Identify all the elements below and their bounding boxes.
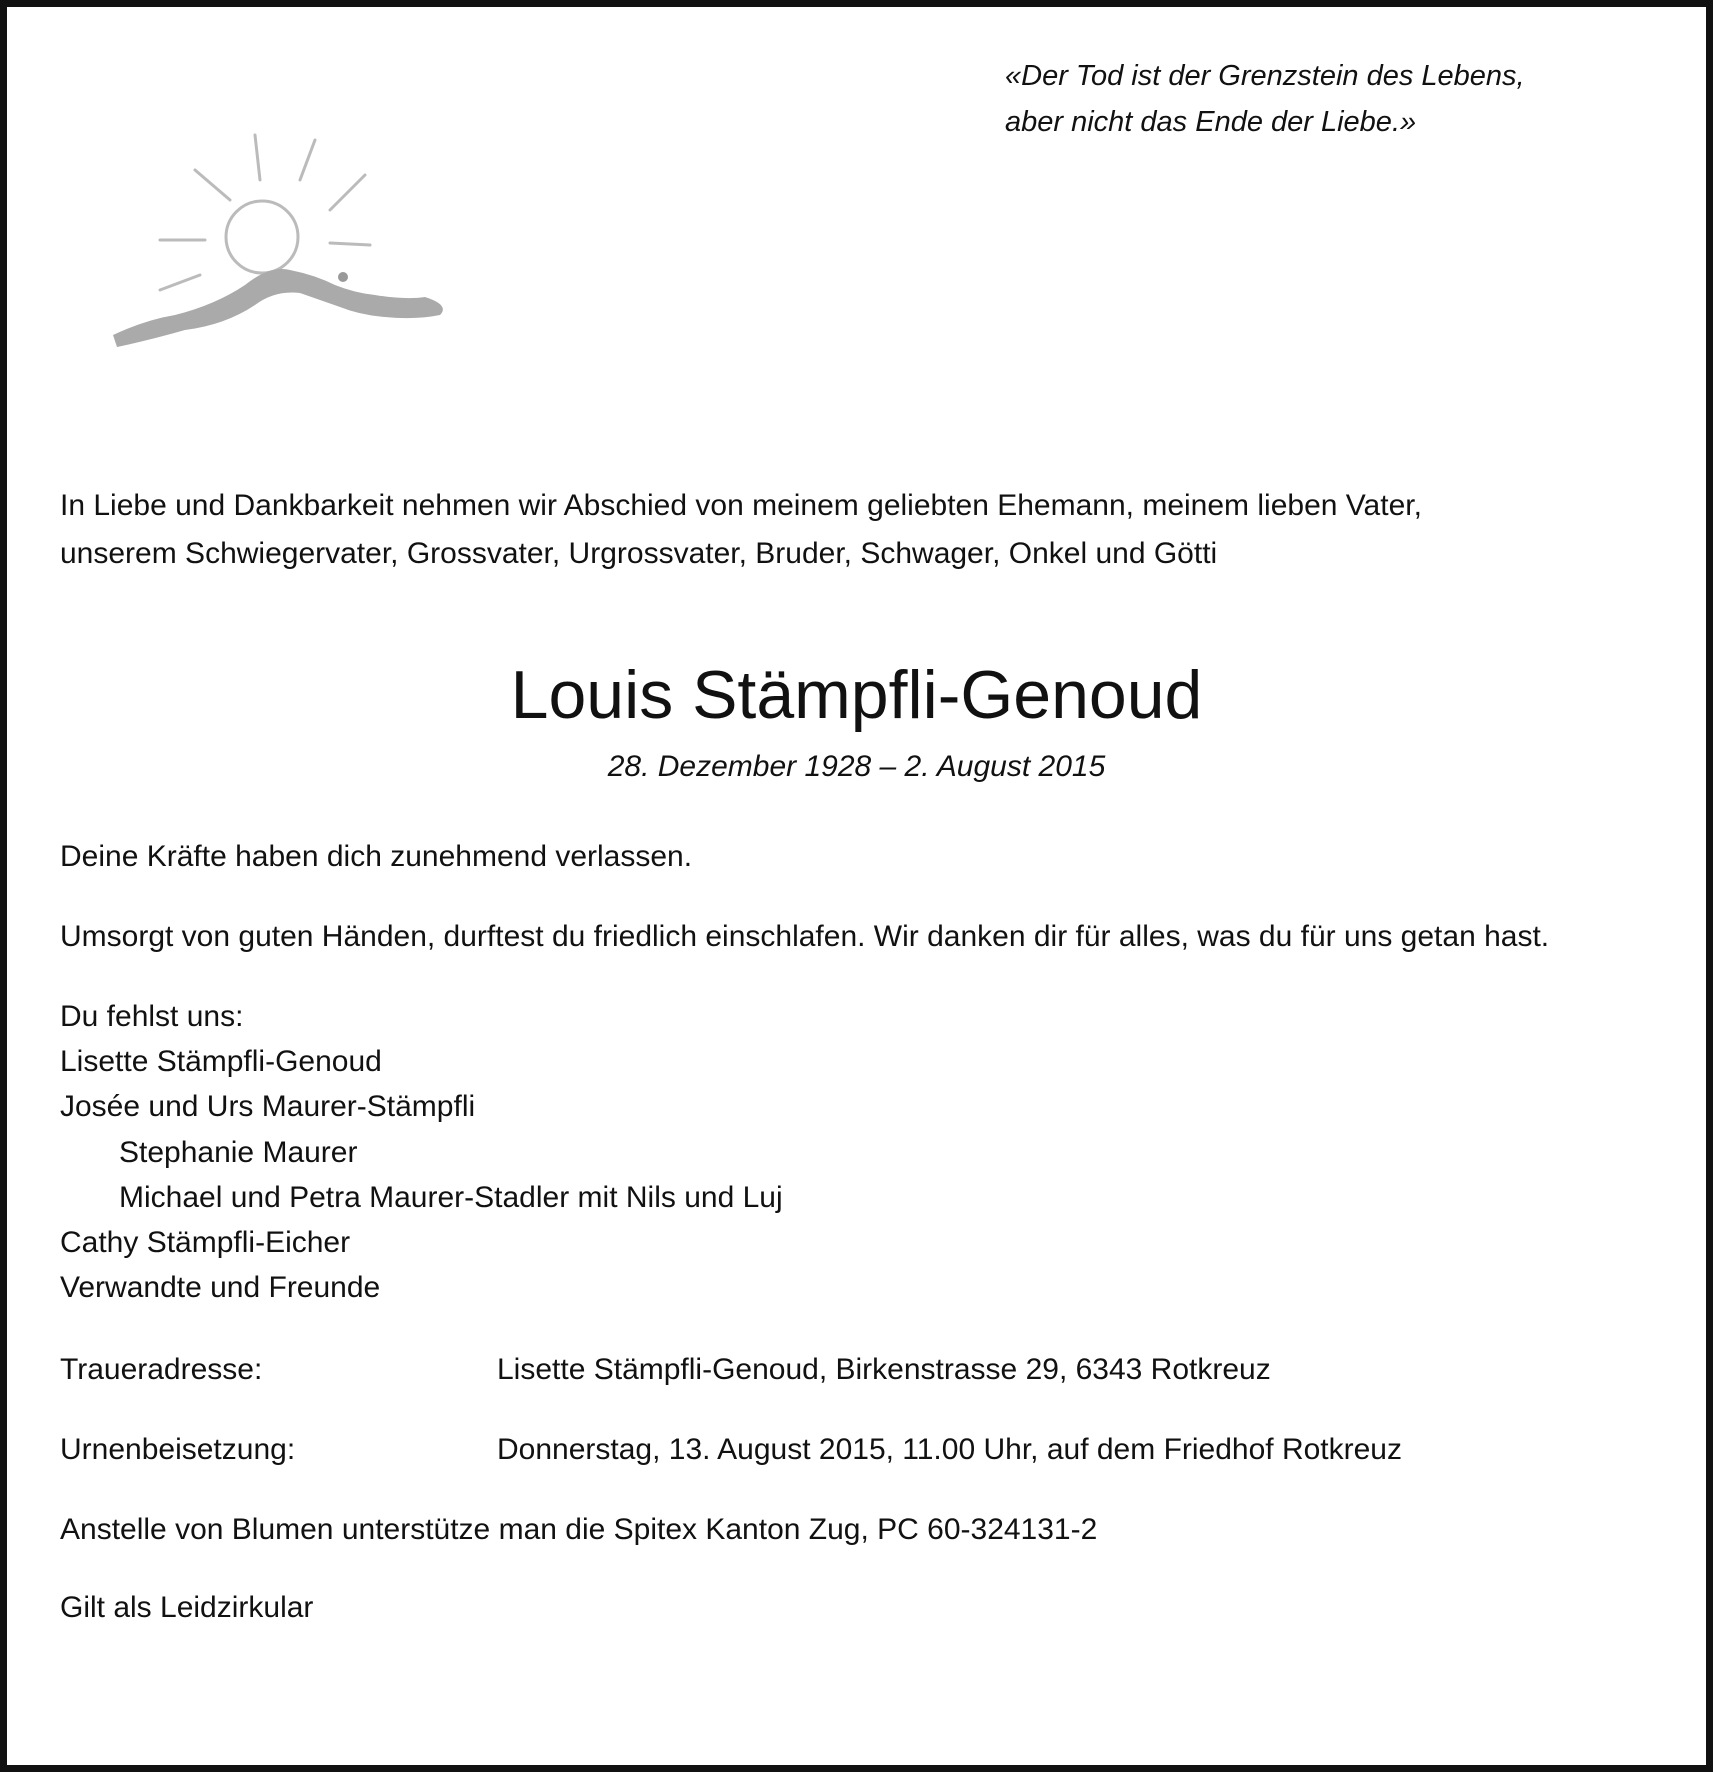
mourner: Verwandte und Freunde <box>60 1271 381 1304</box>
quote-line: «Der Tod ist der Grenzstein des Lebens, <box>1005 60 1525 92</box>
sunset-illustration <box>105 125 525 365</box>
address-value: Lisette Stämpfli-Genoud, Birkenstrasse 29, 6343 Rotkreuz <box>497 1353 1271 1386</box>
mourner: Cathy Stämpfli-Eicher <box>60 1226 351 1259</box>
donation-note: Anstelle von Blumen unterstütze man die Spitex Kanton Zug, PC 60-324131-2 <box>60 1513 1098 1546</box>
burial-value: Donnerstag, 13. August 2015, 11.00 Uhr, auf dem Friedhof Rotkreuz <box>497 1433 1402 1466</box>
life-dates: 28. Dezember 1928 – 2. August 2015 <box>607 750 1106 783</box>
text-line: Deine Kräfte haben dich zunehmend verlassen. <box>60 840 693 873</box>
intro-line: unserem Schwiegervater, Grossvater, Urgrossvater, Bruder, Schwager, Onkel und Götti <box>60 537 1218 570</box>
text-line: Umsorgt von guten Händen, durftest du friedlich einschlafen. Wir danken dir für alles, was du für uns getan hast. <box>60 920 1550 953</box>
address-label: Traueradresse: <box>60 1353 263 1386</box>
mourner: Michael und Petra Maurer-Stadler mit Nils und Luj <box>119 1181 783 1214</box>
intro-line: In Liebe und Dankbarkeit nehmen wir Abschied von meinem geliebten Ehemann, meinem lieben Vater, <box>60 489 1422 522</box>
mourner: Stephanie Maurer <box>119 1136 358 1169</box>
mourner: Josée und Urs Maurer-Stämpfli <box>60 1090 476 1123</box>
circular-note: Gilt als Leidzirkular <box>60 1591 314 1624</box>
mourner: Lisette Stämpfli-Genoud <box>60 1045 382 1078</box>
burial-label: Urnenbeisetzung: <box>60 1433 296 1466</box>
mourners-heading: Du fehlst uns: <box>60 1000 244 1033</box>
deceased-name: Louis Stämpfli-Genoud <box>510 657 1203 733</box>
quote-line: aber nicht das Ende der Liebe.» <box>1005 106 1417 138</box>
